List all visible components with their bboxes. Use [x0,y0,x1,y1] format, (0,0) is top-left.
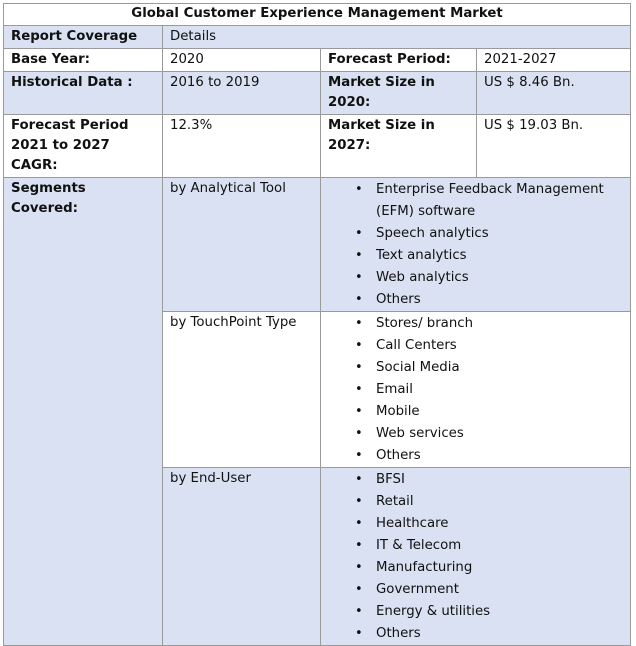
bullet-icon: • [355,538,363,553]
bullet-icon: • [355,382,363,397]
list-item-text: BFSI [376,472,405,487]
segments-covered-label: Segments Covered: [4,178,163,646]
list-item-text: Others [376,626,421,641]
historical-row [4,72,631,115]
list-item [328,513,623,535]
segment-name: by TouchPoint Type [163,312,321,468]
title-row [4,4,631,26]
table-title: Global Customer Experience Management Market [4,4,631,26]
base-year-label: Base Year: [4,49,163,72]
cagr-label: Forecast Period 2021 to 2027 CAGR: [4,115,163,178]
bullet-icon: • [355,316,363,331]
bullet-icon: • [355,604,363,619]
bullet-icon: • [355,182,363,197]
header-details: Details [163,26,631,49]
list-item-text: Call Centers [376,338,457,353]
segment-row-analytical-tool [4,178,631,312]
historical-data-value: 2016 to 2019 [163,72,321,115]
list-item [328,423,623,445]
list-item-text: Speech analytics [376,226,489,241]
list-item-text: Stores/ branch [376,316,473,331]
bullet-icon: • [355,404,363,419]
market-size-2020-value: US $ 8.46 Bn. [477,72,631,115]
list-item-text: Email [376,382,413,397]
bullet-icon: • [355,226,363,241]
list-item [328,357,623,379]
list-item [328,535,623,557]
list-item-text: Web services [376,426,464,441]
market-report-table [3,3,631,646]
base-year-row [4,49,631,72]
list-item-text: Enterprise Feedback Management (EFM) software [376,182,604,219]
list-item [328,623,623,645]
market-size-2027-label: Market Size in 2027: [321,115,477,178]
segment-name: by End-User [163,468,321,646]
bullet-icon: • [355,560,363,575]
list-item-text: IT & Telecom [376,538,462,553]
cagr-row [4,115,631,178]
segment-list-touchpoint-type [328,313,623,467]
bullet-icon: • [355,270,363,285]
bullet-icon: • [355,516,363,531]
list-item-text: Healthcare [376,516,449,531]
list-item [328,335,623,357]
list-item [328,289,623,311]
list-item [328,379,623,401]
segment-name: by Analytical Tool [163,178,321,312]
bullet-icon: • [355,292,363,307]
bullet-icon: • [355,582,363,597]
segment-list-analytical-tool [328,179,623,311]
list-item [328,179,623,223]
list-item [328,245,623,267]
list-item-text: Text analytics [376,248,467,263]
header-row [4,26,631,49]
list-item [328,445,623,467]
list-item [328,579,623,601]
base-year-value: 2020 [163,49,321,72]
list-item-text: Retail [376,494,414,509]
list-item-text: Government [376,582,459,597]
bullet-icon: • [355,426,363,441]
bullet-icon: • [355,338,363,353]
bullet-icon: • [355,494,363,509]
market-size-2020-label: Market Size in 2020: [321,72,477,115]
segment-items [321,468,631,646]
segment-items [321,312,631,468]
list-item-text: Web analytics [376,270,469,285]
bullet-icon: • [355,448,363,463]
list-item [328,469,623,491]
list-item [328,267,623,289]
bullet-icon: • [355,626,363,641]
segment-items [321,178,631,312]
bullet-icon: • [355,248,363,263]
forecast-period-value: 2021-2027 [477,49,631,72]
bullet-icon: • [355,360,363,375]
list-item [328,601,623,623]
list-item [328,557,623,579]
list-item-text: Others [376,448,421,463]
list-item [328,223,623,245]
list-item-text: Others [376,292,421,307]
cagr-value: 12.3% [163,115,321,178]
list-item [328,491,623,513]
list-item-text: Mobile [376,404,420,419]
list-item [328,313,623,335]
header-report-coverage: Report Coverage [4,26,163,49]
forecast-period-label: Forecast Period: [321,49,477,72]
list-item [328,401,623,423]
bullet-icon: • [355,472,363,487]
segment-list-end-user [328,469,623,645]
market-size-2027-value: US $ 19.03 Bn. [477,115,631,178]
list-item-text: Energy & utilities [376,604,491,619]
historical-data-label: Historical Data : [4,72,163,115]
list-item-text: Social Media [376,360,460,375]
list-item-text: Manufacturing [376,560,473,575]
